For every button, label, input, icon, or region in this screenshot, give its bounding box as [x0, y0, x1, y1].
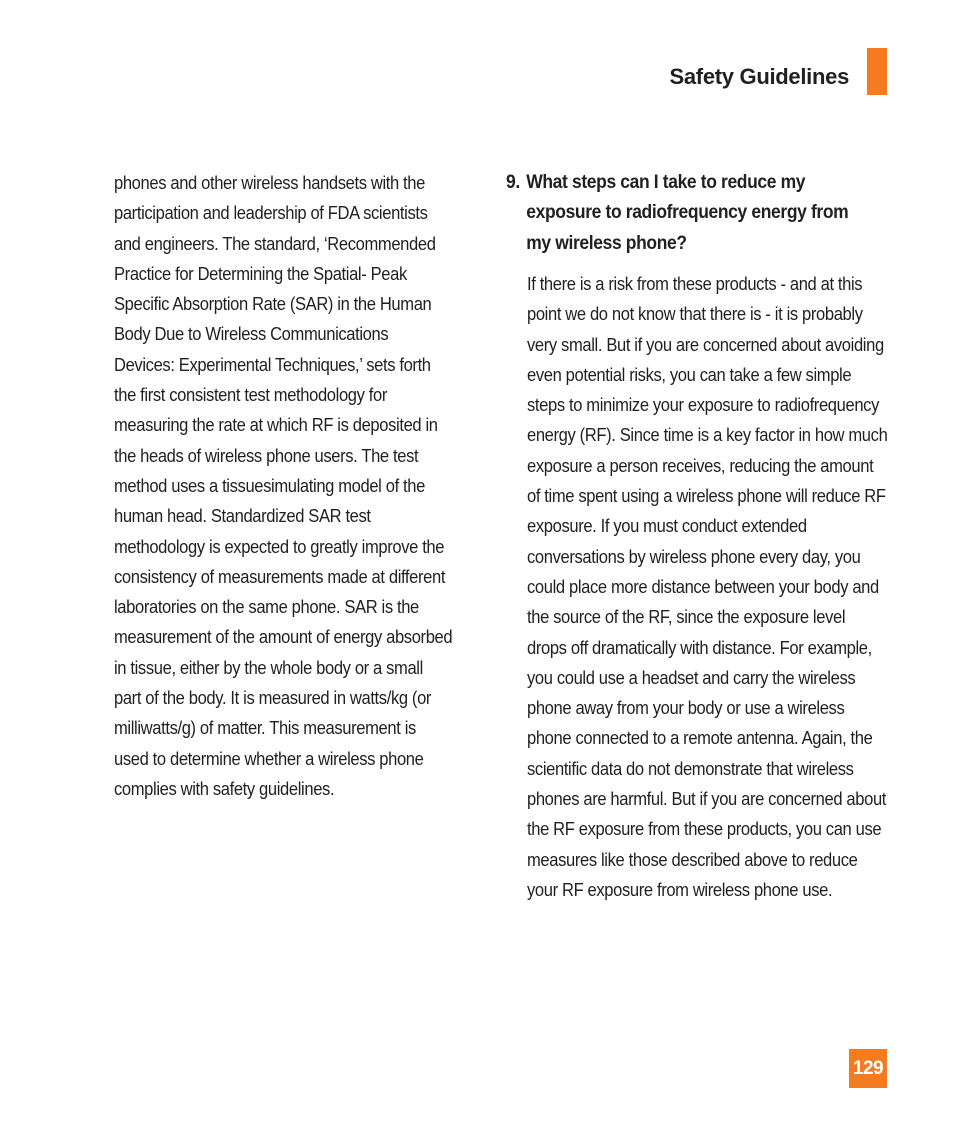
answer-paragraph: If there is a risk from these products - and at this point we do not know that there is - it is probably very small. But if you are concerned about avoiding even potential risks, you can take a few simple steps to minimize your exposure to radiofrequency energy (RF). Since time is a key factor in how much exposure a person receives, reducing the amount of time spent using a wireless phone will reduce RF exposure. If you must conduct extended conversations by wireless phone every day, you could place more distance between your body and the source of the RF, since the exposure level drops off dramatically with distance. For example, you could use a headset and carry the wireless phone away from your body or use a wireless phone connected to a remote antenna. Again, the scientific data do not demonstrate that wireless phones are harmful. But if you are concerned about the RF exposure from these products, you can use measures like those described above to reduce your RF exposure from wireless phone use.: [527, 274, 888, 900]
question-number: 9.: [506, 172, 520, 193]
question-heading: [506, 168, 856, 259]
page-section-title: Safety Guidelines: [669, 64, 849, 89]
section-accent-bar: [867, 48, 887, 95]
page-number-badge: 129: [849, 1049, 887, 1088]
left-column-paragraph: phones and other wireless handsets with the participation and leadership of FDA scientists and engineers. The standard, ‘Recommended Practice for Determining the Spatial- Peak Specific Absorption Rate (SAR) in the Human Body Due to Wireless Communications Devices: Experimental Techniques,’ sets forth the first consistent test methodology for measuring the rate at which RF is deposited in the heads of wireless phone users. The test method uses a tissuesimulating model of the human head. Standardized SAR test methodology is expected to greatly improve the consistency of measurements made at different laboratories on the same phone. SAR is the measurement of the amount of energy absorbed in tissue, either by the whole body or a small part of the body. It is measured in watts/kg (or milliwatts/g) of matter. This measurement is used to determine whether a wireless phone complies with safety guidelines.: [114, 173, 453, 799]
question-text: What steps can I take to reduce my exposure to radiofrequency energy from my wireless phone?: [526, 172, 849, 254]
